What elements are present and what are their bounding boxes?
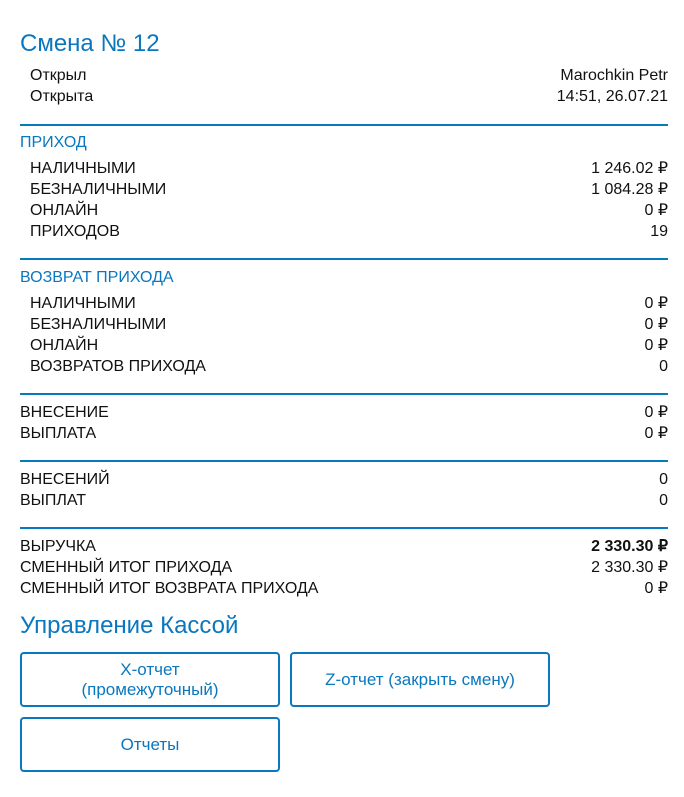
cash-out-count-value: 0 — [659, 492, 668, 509]
divider — [20, 393, 668, 395]
income-card-label: БЕЗНАЛИЧНЫМИ — [30, 181, 167, 198]
income-cash-label: НАЛИЧНЫМИ — [30, 160, 136, 177]
management-heading: Управление Кассой — [20, 612, 239, 639]
z-report-button[interactable] — [290, 652, 550, 707]
z-report-label: Z-отчет (закрыть смену) — [325, 669, 515, 689]
opened-by-row — [30, 66, 668, 86]
shift-refund-total-row — [20, 579, 668, 599]
divider — [20, 460, 668, 462]
income-online-label: ОНЛАЙН — [30, 202, 99, 219]
cash-out-row — [20, 424, 668, 444]
refund-count-row — [30, 357, 668, 377]
income-count-value: 19 — [650, 223, 668, 240]
refund-online-value: 0 ₽ — [644, 337, 668, 354]
refund-card-value: 0 ₽ — [644, 316, 668, 333]
refund-heading: ВОЗВРАТ ПРИХОДА — [20, 269, 174, 286]
refund-online-label: ОНЛАЙН — [30, 337, 99, 354]
revenue-value: 2 330.30 ₽ — [591, 538, 668, 555]
opened-at-value: 14:51, 26.07.21 — [556, 88, 668, 105]
revenue-label: ВЫРУЧКА — [20, 538, 96, 555]
refund-card-label: БЕЗНАЛИЧНЫМИ — [30, 316, 167, 333]
income-count-label: ПРИХОДОВ — [30, 223, 120, 240]
shift-refund-total-label: СМЕННЫЙ ИТОГ ВОЗВРАТА ПРИХОДА — [20, 580, 319, 597]
revenue-row — [20, 537, 668, 557]
shift-refund-total-value: 0 ₽ — [644, 580, 668, 597]
x-report-button[interactable] — [20, 652, 280, 707]
x-report-label-line1: X-отчет — [120, 659, 180, 679]
refund-card-row — [30, 315, 668, 335]
cash-in-count-value: 0 — [659, 471, 668, 488]
income-online-value: 0 ₽ — [644, 202, 668, 219]
income-count-row — [30, 222, 668, 242]
refund-cash-label: НАЛИЧНЫМИ — [30, 295, 136, 312]
opened-by-label: Открыл — [30, 67, 87, 84]
income-online-row — [30, 201, 668, 221]
cash-in-label: ВНЕСЕНИЕ — [20, 404, 109, 421]
divider — [20, 258, 668, 260]
cash-out-count-label: ВЫПЛАТ — [20, 492, 87, 509]
reports-label: Отчеты — [120, 734, 180, 754]
divider — [20, 527, 668, 529]
refund-count-label: ВОЗВРАТОВ ПРИХОДА — [30, 358, 206, 375]
opened-by-value: Marochkin Petr — [560, 67, 668, 84]
opened-at-label: Открыта — [30, 88, 94, 105]
cash-out-label: ВЫПЛАТА — [20, 425, 97, 442]
cash-in-value: 0 ₽ — [644, 404, 668, 421]
cash-out-value: 0 ₽ — [644, 425, 668, 442]
income-cash-value: 1 246.02 ₽ — [591, 160, 668, 177]
cash-in-count-label: ВНЕСЕНИЙ — [20, 471, 110, 488]
refund-cash-row — [30, 294, 668, 314]
opened-at-row — [30, 87, 668, 107]
shift-income-total-value: 2 330.30 ₽ — [591, 559, 668, 576]
shift-income-total-label: СМЕННЫЙ ИТОГ ПРИХОДА — [20, 559, 233, 576]
cash-out-count-row — [20, 491, 668, 511]
income-card-value: 1 084.28 ₽ — [591, 181, 668, 198]
refund-online-row — [30, 336, 668, 356]
shift-income-total-row — [20, 558, 668, 578]
page-title: Смена № 12 — [20, 30, 160, 57]
refund-count-value: 0 — [659, 358, 668, 375]
income-card-row — [30, 180, 668, 200]
divider — [20, 124, 668, 126]
x-report-label-line2: (промежуточный) — [81, 679, 219, 699]
cash-in-row — [20, 403, 668, 423]
income-cash-row — [30, 159, 668, 179]
income-heading: ПРИХОД — [20, 134, 87, 151]
cash-in-count-row — [20, 470, 668, 490]
refund-cash-value: 0 ₽ — [644, 295, 668, 312]
reports-button[interactable] — [20, 717, 280, 772]
